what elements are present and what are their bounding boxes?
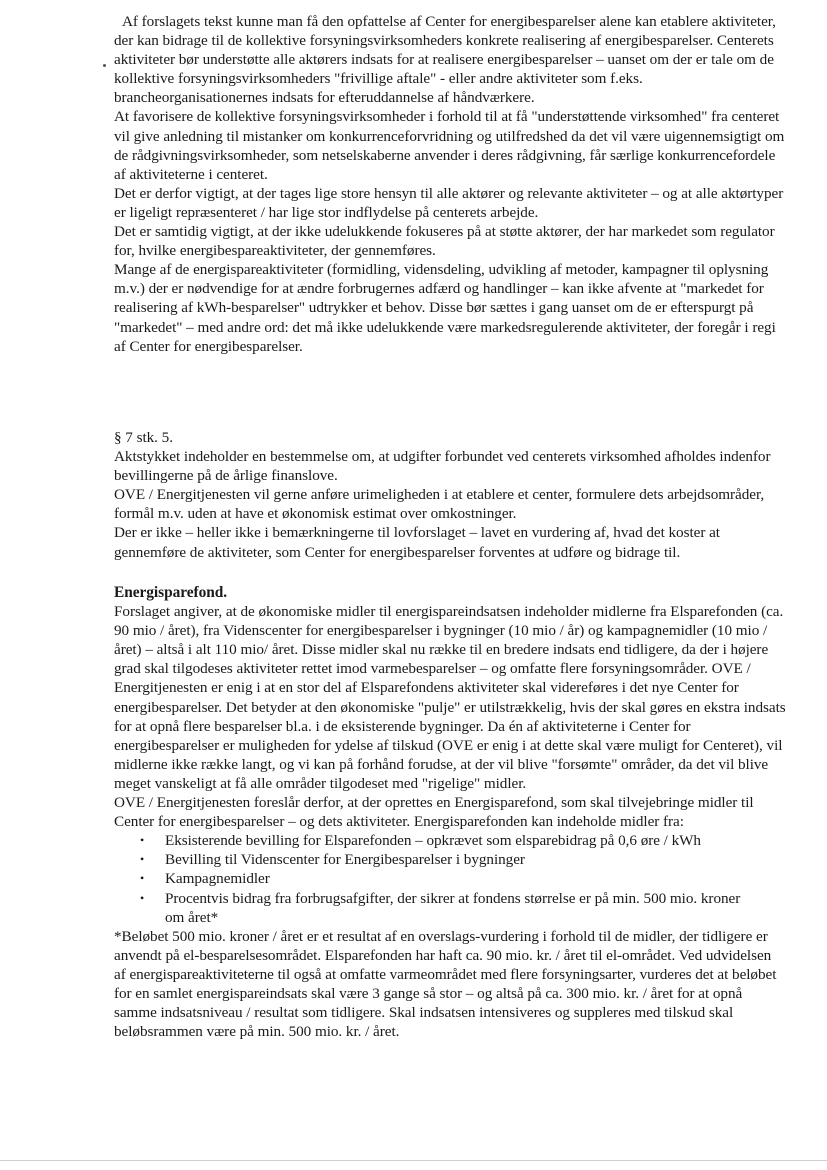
list-item-text: Eksisterende bevilling for Elsparefonden – opkrævet som elsparebidrag på 0,6 øre / kWh [165, 832, 701, 850]
paragraph-energy-saving-activities: Mange af de energispareaktiviteter (formidling, vidensdeling, udvikling af metoder, kampagner til oplysning m.v.) der er nødvendige for at ændre forbrugernes adfærd og handlinger – kan ikke afvente at "markedet for realisering af kWh-besparelser" udtrykker et behov. Disse bør sættes i gang uanset om de er efterspurgt på "markedet" – med andre ord: det må ikke udelukkende være markedsregulerende aktiviteter, der foregår i regi af Center for energibesparelser. [114, 261, 776, 355]
list-item [140, 831, 786, 850]
paragraph-market-regulator: Det er samtidig vigtigt, at der ikke udelukkende fokuseres på at støtte aktører, der har markedet som regulator for, hvilke energibespareaktiviteter, der gennemføres. [114, 223, 775, 260]
list-item-text: Bevilling til Videnscenter for Energibesparelser i bygninger [165, 851, 525, 869]
list-item [140, 889, 786, 927]
section-energy-fund [114, 583, 786, 1041]
section-number: § 7 stk. 5. [114, 429, 173, 446]
list-item [140, 850, 786, 869]
bullet-icon: • [140, 871, 145, 886]
paragraph-activities: Af forslagets tekst kunne man få den opfattelse af Center for energibesparelser alene kan etablere aktiviteter, der kan bidrage til de kollektive forsyningsvirksomheders konkrete realisering af energibesparelser. Centerets aktiviteter bør understøtte alle aktørers indsats for at realisere energibesparelser – uanset om der er tale om de kollektive forsyningsvirksomheders "frivillige aftale" - eller andre aktiviteter som f.eks. brancheorganisationernes indsats for efteruddannelse af håndværkere. [114, 13, 776, 107]
section-heading: Energisparefond. [114, 584, 228, 601]
list-item-text: Kampagnemidler [165, 870, 270, 888]
scan-speck [103, 64, 106, 67]
paragraph-equal-consideration: Det er derfor vigtigt, at der tages lige store hensyn til alle aktører og relevante aktiviteter – og at alle aktørtyper er ligeligt repræsenteret / har lige stor indflydelse på centerets arbejde. [114, 184, 784, 221]
paragraph-funding: Forslaget angiver, at de økonomiske midler til energispareindsatsen indeholder midlerne fra Elsparefonden (ca. 90 mio / året), fra Videnscenter for energibesparelser i bygninger (10 mio / år) og kampagnemidler (10 mio / året) – altså i alt 110 mio/ året. Disse midler skal nu række til en bredere indsats end tidligere, da der i højere grad skal tilgodeses aktiviteter rettet imod varmebesparelser – og omfatte flere forsyningsområder. OVE / Energitjenesten er enig i at en stor del af Elsparefondens aktiviteter skal videreføres i det nye Center for energibesparelser. Det betyder at den økonomiske "pulje" er utilstrækkelig, hvis der skal gøres en ekstra indsats for at opnå flere besparelser bl.a. i de eksisterende bygninger. Da én af aktiviteterne i Center for energibesparelser er muligheden for ydelse af tilskud (OVE er enig i at dette skal være muligt for Centeret), vil midlerne ikke række langt, og vi kan på forhånd forudse, at der vil blive "forsømte" områder, da det vil blive meget vanskeligt at få alle områder tilgodeset med "rigelige" midler. [114, 603, 786, 792]
section-paragraph-7 [114, 428, 786, 562]
paragraph-favoritism: At favorisere de kollektive forsyningsvirksomheder i forhold til at få "understøttende virksomhed" fra centeret vil give anledning til mistanker om konkurrenceforvridning og utilfredshed da det vil være uigennemsigtigt om de rådgivningsvirksomheder, som netselskaberne anvender i deres rådgivning, får særlige konkurrencefordele af aktiviteterne i centeret. [114, 108, 785, 183]
list-item-text: Procentvis bidrag fra forbrugsafgifter, der sikrer at fondens størrelse er på min. 500 mio. kroner om året* [165, 889, 741, 926]
paragraph-fund-proposal: OVE / Energitjenesten foreslår derfor, at der oprettes en Energisparefond, som skal tilvejebringe midler til Center for energibesparelser – og dets aktiviteter. Energisparefonden kan indeholde midler fra: [114, 794, 754, 831]
paragraph-no-assessment: Der er ikke – heller ikke i bemærkningerne til lovforslaget – lavet en vurdering af, hvad det koster at gennemføre de aktiviteter, som Center for energibesparelser forventes at udføre og bidrage til. [114, 524, 720, 561]
list-item [140, 869, 786, 888]
footnote: *Beløbet 500 mio. kroner / året er et resultat af en overslags-vurdering i forhold til de midler, der tidligere er anvendt på el-besparelsesområdet. Elsparefonden har haft ca. 90 mio. kr. / året til el-området. Ved udvidelsen af energispareaktiviteterne til også at omfatte varmeområdet med flere forsyningsarter, vurderes det at beløbet for en samlet energispareindsats skal være 3 gange så stor – og altså på ca. 300 mio. kr. / året for at opnå samme indsatsniveau / resultat som tidligere. Skal indsatsen intensiveres og suppleres med tilskud skal beløbsrammen være på min. 500 mio. kr. / året. [114, 927, 777, 1041]
section-center-activities [114, 12, 786, 356]
bullet-icon: • [140, 890, 145, 905]
bullet-icon: • [140, 852, 145, 867]
page-bottom-edge [0, 1160, 827, 1161]
paragraph-expenses: Aktstykket indeholder en bestemmelse om, at udgifter forbundet ved centerets virksomhed afholdes indenfor bevillingerne på de årlige finanslove. [114, 448, 771, 485]
fund-sources-list [114, 831, 786, 926]
bullet-icon: • [140, 833, 145, 848]
paragraph-unreasonableness: OVE / Energitjenesten vil gerne anføre urimeligheden i at etablere et center, formulere dets arbejdsområder, formål m.v. uden at have et økonomisk estimat over omkostninger. [114, 486, 765, 523]
